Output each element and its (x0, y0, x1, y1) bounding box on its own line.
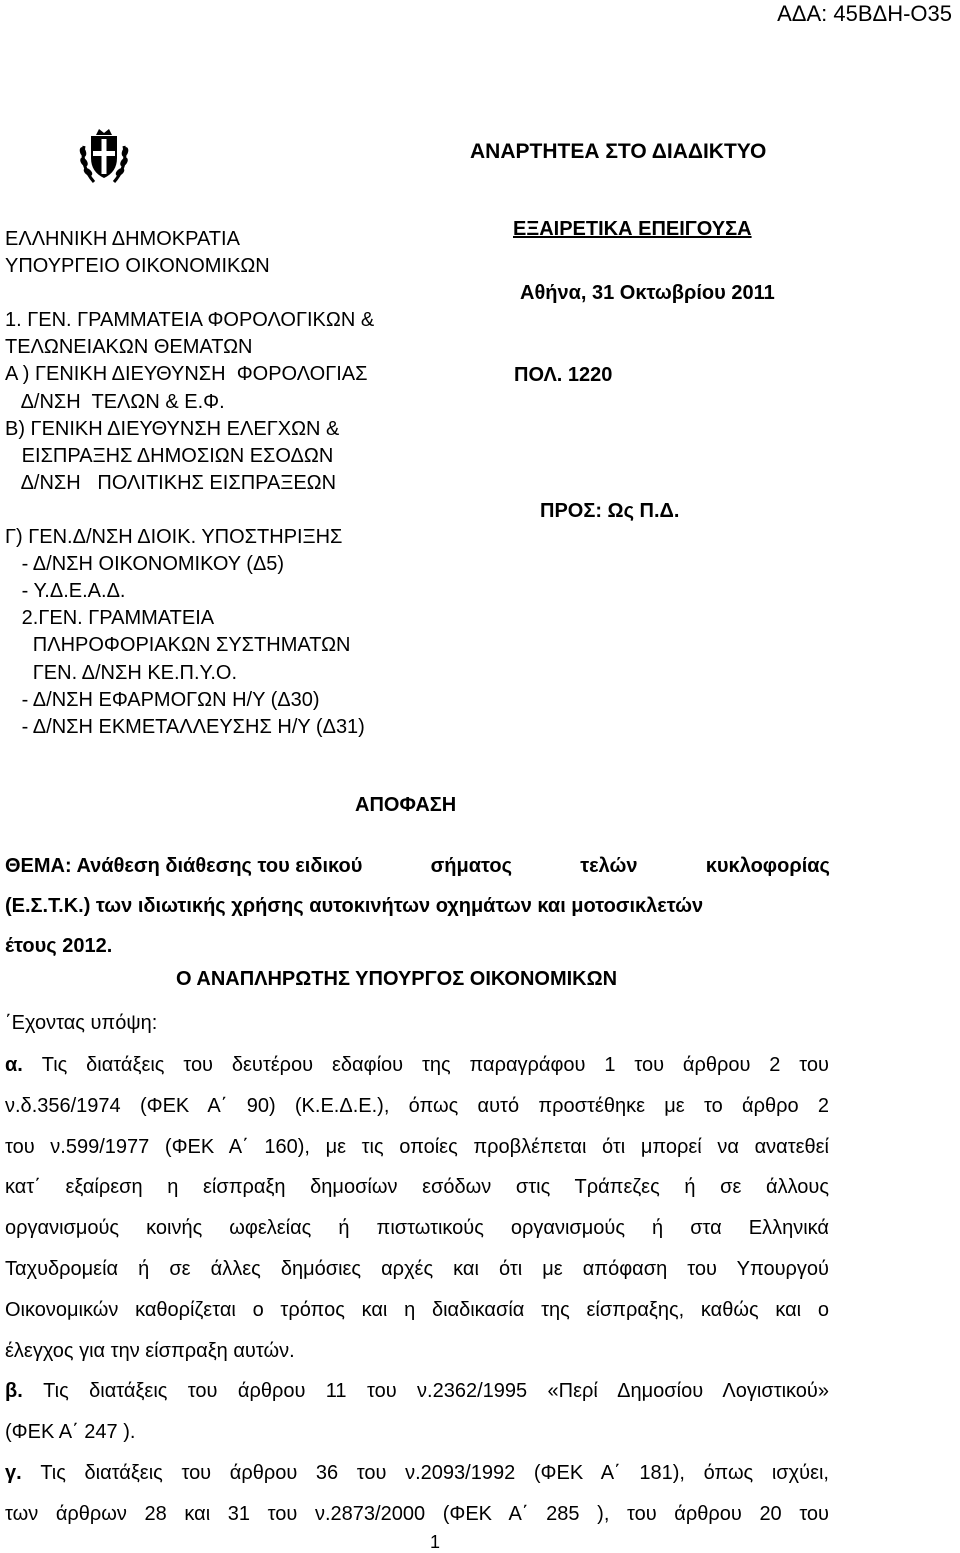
body-line (5, 1453, 829, 1494)
publish-notice: ΑΝΑΡΤΗΤΕΑ ΣΤΟ ΔΙΑΔΙΚΤΥΟ (470, 140, 767, 163)
authority-line: 1. ΓΕΝ. ΓΡΑΜΜΑΤΕΙΑ ΦΟΡΟΛΟΓΙΚΩΝ & (5, 309, 375, 332)
body-line (5, 1167, 829, 1208)
body-line-text: Ταχυδρομεία ή σε άλλες δημόσιες αρχές και ότι με απόφαση του Υπουργού (5, 1257, 829, 1280)
authority-line: ΠΛΗΡΟΦΟΡΙΑΚΩΝ ΣΥΣΤΗΜΑΤΩΝ (5, 634, 351, 657)
body-line-text: οργανισμούς κοινής ωφελείας ή πιστωτικούς οργανισμούς ή στα Ελληνικά (5, 1217, 829, 1240)
subject-line-1 (5, 846, 830, 886)
issuing-authority-block (5, 226, 374, 741)
pol-number: ΠΟΛ. 1220 (514, 364, 613, 386)
authority-line: Β) ΓΕΝΙΚΗ ΔΙΕΥΘΥΝΣΗ ΕΛΕΓΧΩΝ & (5, 417, 340, 440)
authority-line: Γ) ΓΕΝ.Δ/ΝΣΗ ΔΙΟΙΚ. ΥΠΟΣΤΗΡΙΞΗΣ (5, 526, 343, 549)
page-number: 1 (430, 1532, 441, 1552)
having-regard-label: ΄Εχοντας υπόψη: (5, 1012, 158, 1034)
authority-line: ΓΕΝ. Δ/ΝΣΗ ΚΕ.Π.Υ.Ο. (5, 661, 238, 684)
authority-line: Δ/ΝΣΗ ΤΕΛΩΝ & Ε.Φ. (5, 390, 225, 413)
subject-word: κυκλοφορίας (705, 855, 830, 877)
body-line (5, 1249, 829, 1290)
body-line (5, 1290, 829, 1331)
authority-line: - Δ/ΝΣΗ ΕΦΑΡΜΟΓΩΝ Η/Υ (Δ30) (5, 688, 320, 711)
authority-line: ΕΛΛΗΝΙΚΗ ΔΗΜΟΚΡΑΤΙΑ (5, 228, 240, 250)
body-line-text: (ΦΕΚ Α΄ 247 ). (5, 1421, 136, 1444)
authority-line: ΥΠΟΥΡΓΕΙΟ ΟΙΚΟΝΟΜΙΚΩΝ (5, 255, 270, 278)
item-marker: α. (5, 1054, 42, 1076)
body-line-text: έλεγχος για την είσπραξη αυτών. (5, 1339, 295, 1362)
authority-line: - Δ/ΝΣΗ ΕΚΜΕΤΑΛΛΕΥΣΗΣ Η/Υ (Δ31) (5, 715, 365, 738)
authority-line: Δ/ΝΣΗ ΠΟΛΙΤΙΚΗΣ ΕΙΣΠΡΑΞΕΩΝ (5, 471, 337, 494)
authority-line: Α ) ΓΕΝΙΚΗ ΔΙΕΥΘΥΝΣΗ ΦΟΡΟΛΟΓΙΑΣ (5, 363, 368, 386)
body-text (5, 1045, 829, 1535)
body-line (5, 1086, 829, 1127)
subject-word: σήματος (430, 855, 512, 877)
authority-line: ΕΙΣΠΡΑΞΗΣ ΔΗΜΟΣΙΩΝ ΕΣΟΔΩΝ (5, 444, 334, 467)
body-line-text: Τις διατάξεις του δευτέρου εδαφίου της παραγράφου 1 του άρθρου 2 του (41, 1054, 829, 1076)
item-marker: γ. (5, 1461, 41, 1484)
authority-line: - Δ/ΝΣΗ ΟΙΚΟΝΟΜΙΚΟΥ (Δ5) (5, 553, 285, 576)
authority-line: - Υ.Δ.Ε.Α.Δ. (5, 580, 126, 603)
recipient-line: ΠΡΟΣ: Ως Π.Δ. (540, 500, 680, 522)
decision-title: ΑΠΟΦΑΣΗ (355, 794, 457, 816)
body-line (5, 1494, 829, 1535)
greek-coat-of-arms-icon (76, 126, 132, 188)
authority-line (5, 497, 374, 524)
body-line-text: Οικονομικών καθορίζεται ο τρόπος και η διαδικασία της είσπραξης, καθώς και ο (5, 1298, 829, 1321)
body-line-text: ν.δ.356/1974 (ΦΕΚ Α΄ 90) (Κ.Ε.Δ.Ε.), όπως αυτό προστέθηκε με το άρθρο 2 (5, 1094, 829, 1117)
subject-line-3: έτους 2012. (5, 935, 113, 957)
authority-line: 2.ΓΕΝ. ΓΡΑΜΜΑΤΕΙΑ (5, 607, 215, 630)
body-line-text: Τις διατάξεις του άρθρου 11 του ν.2362/1995 «Περί Δημοσίου Λογιστικού» (43, 1380, 829, 1403)
body-line (5, 1127, 829, 1168)
subject-line-2: (Ε.Σ.Τ.Κ.) των ιδιωτικής χρήσης αυτοκινήτων οχημάτων και μοτοσικλετών (5, 895, 704, 917)
subject-word: ΘΕΜΑ: Ανάθεση διάθεσης του ειδικού (5, 855, 363, 877)
body-line (5, 1412, 829, 1453)
document-date: Αθήνα, 31 Οκτωβρίου 2011 (520, 282, 775, 304)
body-line-text: του ν.599/1977 (ΦΕΚ Α΄ 160), με τις οποίες προβλέπεται ότι μπορεί να ανατεθεί (5, 1135, 829, 1158)
body-line (5, 1208, 829, 1249)
item-marker: β. (5, 1380, 44, 1403)
urgency-label: ΕΞΑΙΡΕΤΙΚΑ ΕΠΕΙΓΟΥΣΑ (513, 218, 752, 240)
authority-line (5, 280, 374, 307)
subject-word: τελών (580, 855, 638, 877)
ada-code: ΑΔΑ: 45ΒΔΗ-Ο35 (777, 1, 952, 26)
body-line-text: των άρθρων 28 και 31 του ν.2873/2000 (ΦΕΚ Α΄ 285 ), του άρθρου 20 του (5, 1502, 829, 1525)
authority-line: ΤΕΛΩΝΕΙΑΚΩΝ ΘΕΜΑΤΩΝ (5, 336, 253, 359)
body-line-text: Τις διατάξεις του άρθρου 36 του ν.2093/1992 (ΦΕΚ Α΄ 181), όπως ισχύει, (40, 1461, 829, 1484)
subject-block (5, 846, 830, 966)
body-line (5, 1371, 829, 1412)
body-line-text: κατ΄ εξαίρεση η είσπραξη δημοσίων εσόδων στις Τράπεζες ή σε άλλους (5, 1176, 829, 1199)
body-line (5, 1331, 829, 1372)
body-line (5, 1045, 829, 1086)
minister-heading: Ο ΑΝΑΠΛΗΡΩΤΗΣ ΥΠΟΥΡΓΟΣ ΟΙΚΟΝΟΜΙΚΩΝ (176, 968, 618, 990)
